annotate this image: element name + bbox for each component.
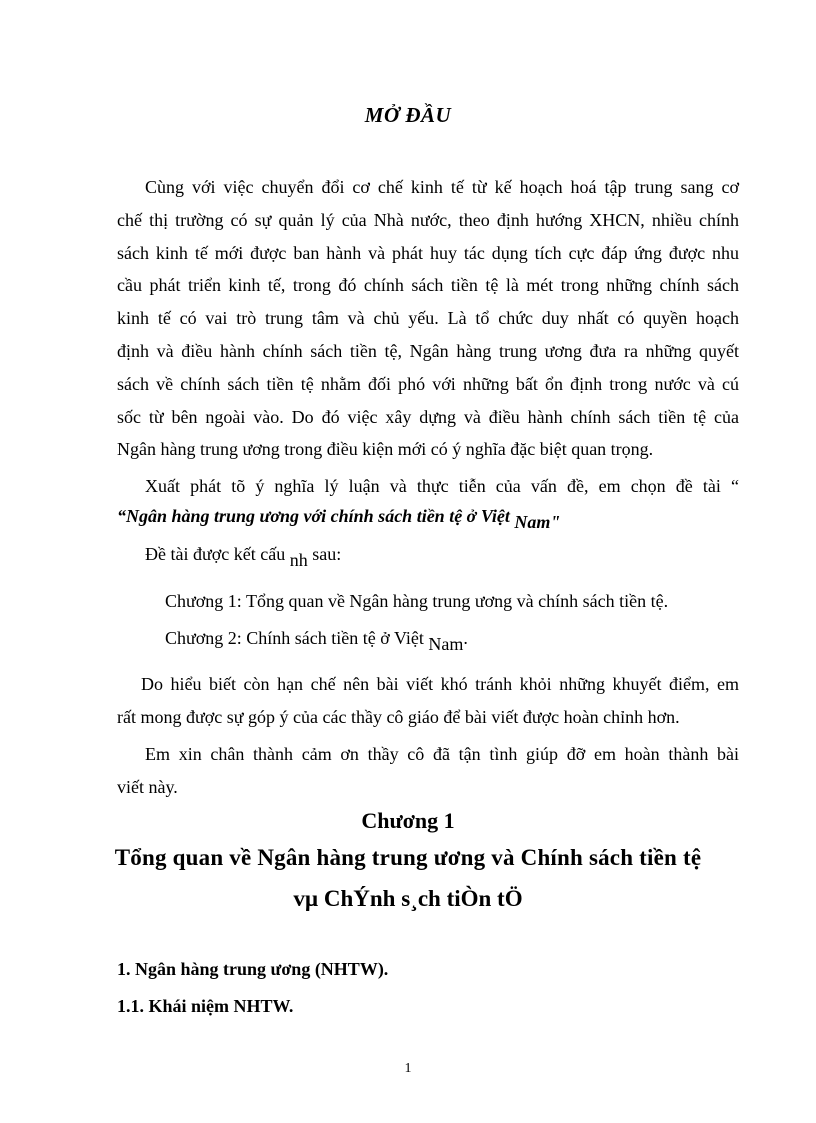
paragraph-line: cầu phát triển kinh tế, trong đó chính sách tiền tệ là mét trong những chính sách	[117, 275, 739, 296]
chapter-2-outline-item	[165, 628, 468, 654]
chapter-subtitle-garbled: vµ ChÝnh s¸ch tiÒn tÖ	[293, 886, 523, 911]
structure-label-part: nh	[289, 550, 308, 570]
section-1-heading: 1. Ngân hàng trung ương (NHTW).	[117, 959, 389, 979]
paragraph-line: kinh tế có vai trò trung tâm và chủ yếu. Là tổ chức duy nhất có quyền hoạch	[117, 308, 739, 329]
paragraph-line: chế thị trường có sự quản lý của Nhà nước, theo định hướng XHCN, nhiều chính	[117, 209, 739, 230]
intro-paragraph-4	[117, 738, 739, 804]
paragraph-line: sách về chính sách tiền tệ nhằm đối phó với những bất ổn định trong nước và cú	[117, 373, 739, 394]
section-1-1-heading: 1.1. Khái niệm NHTW.	[117, 996, 294, 1016]
paragraph-line: Ngân hàng trung ương trong điều kiện mới có ý nghĩa đặc biệt quan trọng.	[117, 439, 654, 460]
chapter-2-outline-part: .	[463, 628, 468, 648]
chapter-1-outline-item: Chương 1: Tổng quan về Ngân hàng trung ương và chính sách tiền tệ.	[165, 591, 669, 611]
page-number: 1	[404, 1061, 412, 1076]
paragraph-line: định và điều hành chính sách tiền tệ, Ngân hàng trung ương đưa ra những quyết	[117, 340, 739, 361]
topic-title-text: “Ngân hàng trung ương với chính sách tiền tệ ở Việt	[117, 506, 515, 526]
intro-heading: MỞ ĐẦU	[364, 103, 452, 127]
chapter-2-outline-part: Nam	[428, 634, 464, 654]
intro-paragraph-3	[117, 668, 739, 734]
paragraph-line: Em xin chân thành cảm ơn thầy cô đã tận tình giúp đỡ em hoàn thành bài	[145, 744, 739, 764]
paragraph-line: sách kinh tế mới được ban hành và phát huy tác dụng tích cực đáp ứng được nhu	[117, 242, 739, 263]
paragraph-line: rất mong được sự góp ý của các thầy cô giáo để bài viết được hoàn chỉnh hơn.	[117, 706, 680, 727]
structure-label-part: sau:	[307, 544, 342, 564]
paragraph-line: Do hiểu biết còn hạn chế nên bài viết khó tránh khỏi những khuyết điểm, em	[141, 674, 739, 694]
structure-label	[145, 544, 342, 570]
paragraph-line: viết này.	[117, 776, 178, 797]
chapter-2-outline-part: Chương 2: Chính sách tiền tệ ở Việt	[165, 628, 429, 648]
intro-paragraph-2	[117, 470, 739, 503]
paragraph-line: Xuất phát tõ ý nghĩa lý luận và thực tiễn của vấn đề, em chọn đề tài “	[145, 476, 739, 496]
intro-paragraph-1	[117, 171, 739, 466]
topic-title	[117, 506, 561, 532]
topic-title-text-end: Nam"	[514, 512, 561, 532]
chapter-number: Chương 1	[361, 808, 455, 833]
chapter-title: Tổng quan về Ngân hàng trung ương và Chính sách tiền tệ	[114, 845, 702, 870]
structure-label-part: Đề tài được kết cấu	[145, 544, 290, 564]
paragraph-line: Cùng với việc chuyển đổi cơ chế kinh tế từ kế hoạch hoá tập trung sang cơ	[145, 177, 739, 197]
paragraph-line: sốc từ bên ngoài vào. Do đó việc xây dựng và điều hành chính sách tiền tệ của	[117, 406, 739, 427]
